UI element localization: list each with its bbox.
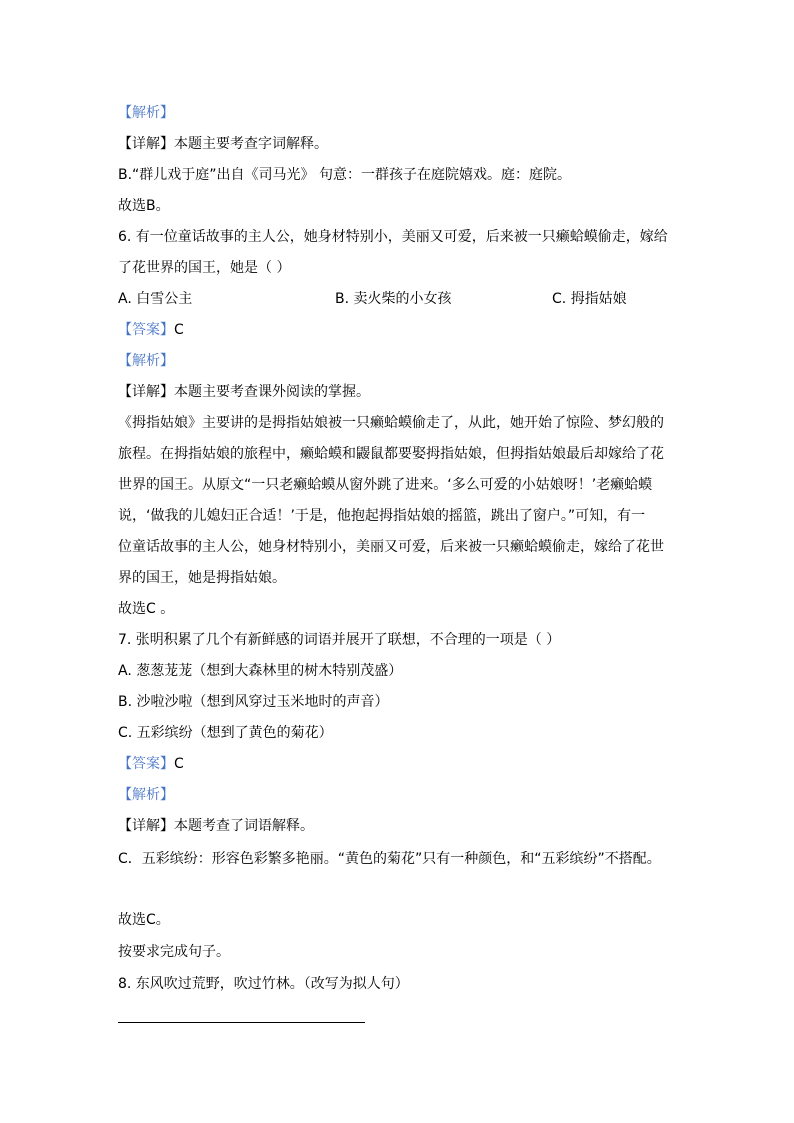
option-a: A. 葱葱茏茏（想到大森林里的树木特别茂盛） xyxy=(118,663,403,679)
detail-text: 本题主要考查字词解释。 xyxy=(174,136,328,152)
answer-value: C xyxy=(174,756,184,772)
detail-text: 本题主要考查课外阅读的掌握。 xyxy=(174,384,370,400)
explanation-text: 位童话故事的主人公，她身材特别小，美丽又可爱，后来被一只癞蛤蟆偷走，嫁给了花世 xyxy=(118,539,664,555)
detail-line xyxy=(118,816,314,836)
explanation-text: 界的国王，她是拇指姑娘。 xyxy=(118,570,286,586)
analysis-tag: 【解析】 xyxy=(118,787,174,803)
analysis-tag: 【解析】 xyxy=(118,105,174,121)
section-instruction: 按要求完成句子。 xyxy=(118,944,230,960)
conclusion-text: 故选B。 xyxy=(118,198,170,214)
conclusion-text: 故选C。 xyxy=(118,912,170,928)
detail-line xyxy=(118,134,328,154)
answer-value: C xyxy=(174,322,184,338)
answer-tag: 【答案】 xyxy=(118,322,174,338)
answer-line xyxy=(118,754,184,774)
question-stem: 7. 张明积累了几个有新鲜感的词语并展开了联想，不合理的一项是（ ） xyxy=(118,632,561,648)
option-a: A. 白雪公主 xyxy=(118,291,193,307)
detail-tag: 【详解】 xyxy=(118,136,174,152)
explanation-text: B.“群儿戏于庭”出自《司马光》 句意：一群孩子在庭院嬉戏。庭：庭院。 xyxy=(118,167,572,183)
detail-text: 本题考查了词语解释。 xyxy=(174,818,314,834)
option-b: B. 卖火柴的小女孩 xyxy=(335,291,452,307)
explanation-text: 《拇指姑娘》主要讲的是拇指姑娘被一只癞蛤蟆偷走了，从此，她开始了惊险、梦幻般的 xyxy=(118,415,664,431)
option-b: B. 沙啦沙啦（想到风穿过玉米地时的声音） xyxy=(118,694,389,710)
explanation-text: 旅程。在拇指姑娘的旅程中，癞蛤蟆和鼹鼠都要娶拇指姑娘，但拇指姑娘最后却嫁给了花 xyxy=(118,446,664,462)
conclusion-text: 故选C 。 xyxy=(118,601,175,617)
question-stem-cont: 了花世界的国王，她是（ ） xyxy=(118,260,291,276)
detail-tag: 【详解】 xyxy=(118,818,174,834)
detail-tag: 【详解】 xyxy=(118,384,174,400)
analysis-tag: 【解析】 xyxy=(118,353,174,369)
detail-line xyxy=(118,382,370,402)
option-c: C. 五彩缤纷（想到了黄色的菊花） xyxy=(118,725,333,741)
question-stem: 8. 东风吹过荒野，吹过竹林。（改写为拟人句） xyxy=(118,976,409,992)
explanation-text: C．五彩缤纷：形容色彩繁多艳丽。“黄色的菊花”只有一种颜色，和“五彩缤纷”不搭配。 xyxy=(118,851,661,867)
explanation-text: 说，‘做我的儿媳妇正合适！’于是，他抱起拇指姑娘的摇篮，跳出了窗户。”可知，有一 xyxy=(118,508,646,524)
answer-line xyxy=(118,320,184,340)
explanation-text: 世界的国王。从原文“一只老癞蛤蟆从窗外跳了进来。‘多么可爱的小姑娘呀！’老癞蛤蟆 xyxy=(118,477,653,493)
answer-blank-line xyxy=(118,1022,365,1023)
answer-tag: 【答案】 xyxy=(118,756,174,772)
option-c: C. 拇指姑娘 xyxy=(552,291,627,307)
question-stem: 6. 有一位童话故事的主人公，她身材特别小，美丽又可爱，后来被一只癞蛤蟆偷走，嫁给 xyxy=(118,229,668,245)
